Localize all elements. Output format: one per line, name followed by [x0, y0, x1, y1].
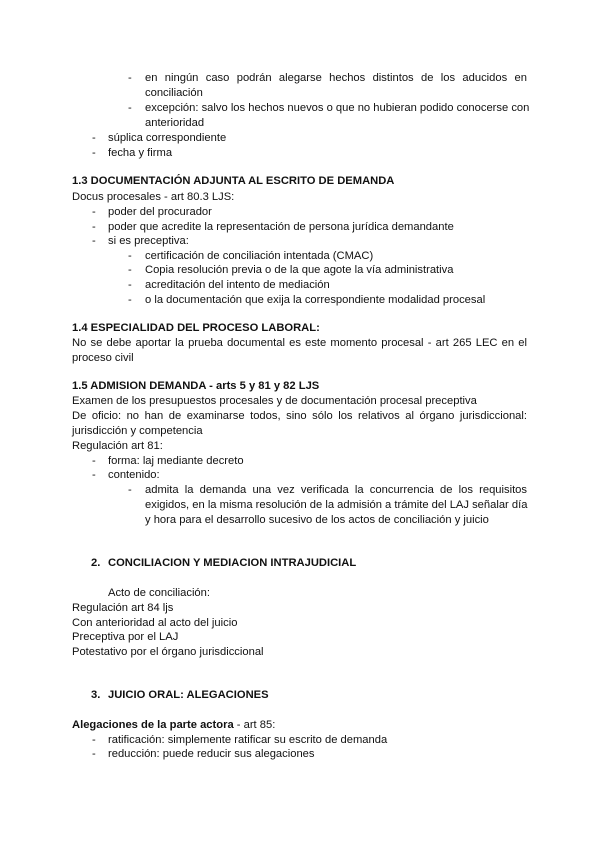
- bullet-dash: -: [92, 147, 96, 159]
- list-item-text: excepción: salvo los hechos nuevos o que no hubieran podido conocerse con: [145, 102, 530, 114]
- list-item-text: fecha y firma: [108, 147, 173, 159]
- section-number: 2.: [91, 557, 101, 569]
- list-item-text: exigidos, en la misma resolución de la admisión a trámite del LAJ señalar día: [145, 499, 528, 511]
- list-item-text: ratificación: simplemente ratificar su escrito de demanda: [108, 734, 388, 746]
- list-item-text: contenido:: [108, 469, 160, 481]
- paragraph-line: Docus procesales - art 80.3 LJS:: [72, 191, 235, 203]
- paragraph-line: No se debe aportar la prueba documental es este momento procesal - art 265 LEC en el: [72, 337, 527, 349]
- section-heading-ref: - arts 5 y 81 y 82 LJS: [206, 380, 320, 392]
- bullet-dash: -: [128, 102, 132, 114]
- section-title: JUICIO ORAL: ALEGACIONES: [108, 689, 269, 701]
- list-item-text: si es preceptiva:: [108, 235, 189, 247]
- list-item-text: certificación de conciliación intentada (CMAC): [145, 250, 374, 262]
- bullet-dash: -: [128, 72, 132, 84]
- paragraph-line: Regulación art 84 ljs: [72, 602, 174, 614]
- bullet-dash: -: [92, 469, 96, 481]
- section-heading: 1.4 ESPECIALIDAD DEL PROCESO LABORAL:: [72, 322, 320, 334]
- bullet-dash: -: [128, 250, 132, 262]
- section-title: CONCILIACION Y MEDIACION INTRAJUDICIAL: [108, 557, 357, 569]
- section-heading-main: 1.5 ADMISION DEMANDA: [72, 380, 207, 392]
- subsection-heading-main: Alegaciones de la parte actora: [72, 719, 234, 731]
- paragraph-line: Examen de los presupuestos procesales y de documentación procesal preceptiva: [72, 395, 477, 407]
- list-item-text: reducción: puede reducir sus alegaciones: [108, 748, 315, 760]
- list-item-text: en ningún caso podrán alegarse hechos distintos de los aducidos en: [145, 72, 527, 84]
- list-item-text: o la documentación que exija la correspondiente modalidad procesal: [145, 294, 486, 306]
- bullet-dash: -: [128, 294, 132, 306]
- list-item-text: poder del procurador: [108, 206, 212, 218]
- bullet-dash: -: [128, 264, 132, 276]
- list-item-text: forma: laj mediante decreto: [108, 455, 244, 467]
- subsection-heading-ref: - art 85:: [233, 719, 276, 731]
- section-heading: 1.3 DOCUMENTACIÓN ADJUNTA AL ESCRITO DE DEMANDA: [72, 175, 395, 187]
- paragraph-line: jurisdicción y competencia: [72, 425, 203, 437]
- list-item-text: súplica correspondiente: [108, 132, 227, 144]
- list-item-text: y hora para el desarrollo sucesivo de los actos de conciliación y juicio: [145, 514, 489, 526]
- bullet-dash: -: [92, 235, 96, 247]
- paragraph-line: Acto de conciliación:: [108, 587, 210, 599]
- list-item-text: poder que acredite la representación de persona jurídica demandante: [108, 221, 454, 233]
- list-item-text: Copia resolución previa o de la que agote la vía administrativa: [145, 264, 454, 276]
- paragraph-line: Con anterioridad al acto del juicio: [72, 617, 238, 629]
- list-item-text: conciliación: [145, 87, 203, 99]
- bullet-dash: -: [128, 279, 132, 291]
- bullet-dash: -: [92, 748, 96, 760]
- bullet-dash: -: [92, 132, 96, 144]
- paragraph-line: Regulación art 81:: [72, 440, 163, 452]
- bullet-dash: -: [92, 734, 96, 746]
- bullet-dash: -: [92, 206, 96, 218]
- paragraph-line: De oficio: no han de examinarse todos, sino sólo los relativos al órgano jurisdiccional:: [72, 410, 527, 422]
- list-item-text: acreditación del intento de mediación: [145, 279, 330, 291]
- list-item-text: admita la demanda una vez verificada la concurrencia de los requisitos: [145, 484, 527, 496]
- paragraph-line: proceso civil: [72, 352, 134, 364]
- section-heading: [72, 379, 319, 394]
- paragraph-line: Preceptiva por el LAJ: [72, 631, 179, 643]
- bullet-dash: -: [92, 455, 96, 467]
- subsection-heading: [72, 718, 275, 733]
- list-item-text: anterioridad: [145, 117, 205, 129]
- section-number: 3.: [91, 689, 101, 701]
- bullet-dash: -: [128, 484, 132, 496]
- bullet-dash: -: [92, 221, 96, 233]
- paragraph-line: Potestativo por el órgano jurisdiccional: [72, 646, 264, 658]
